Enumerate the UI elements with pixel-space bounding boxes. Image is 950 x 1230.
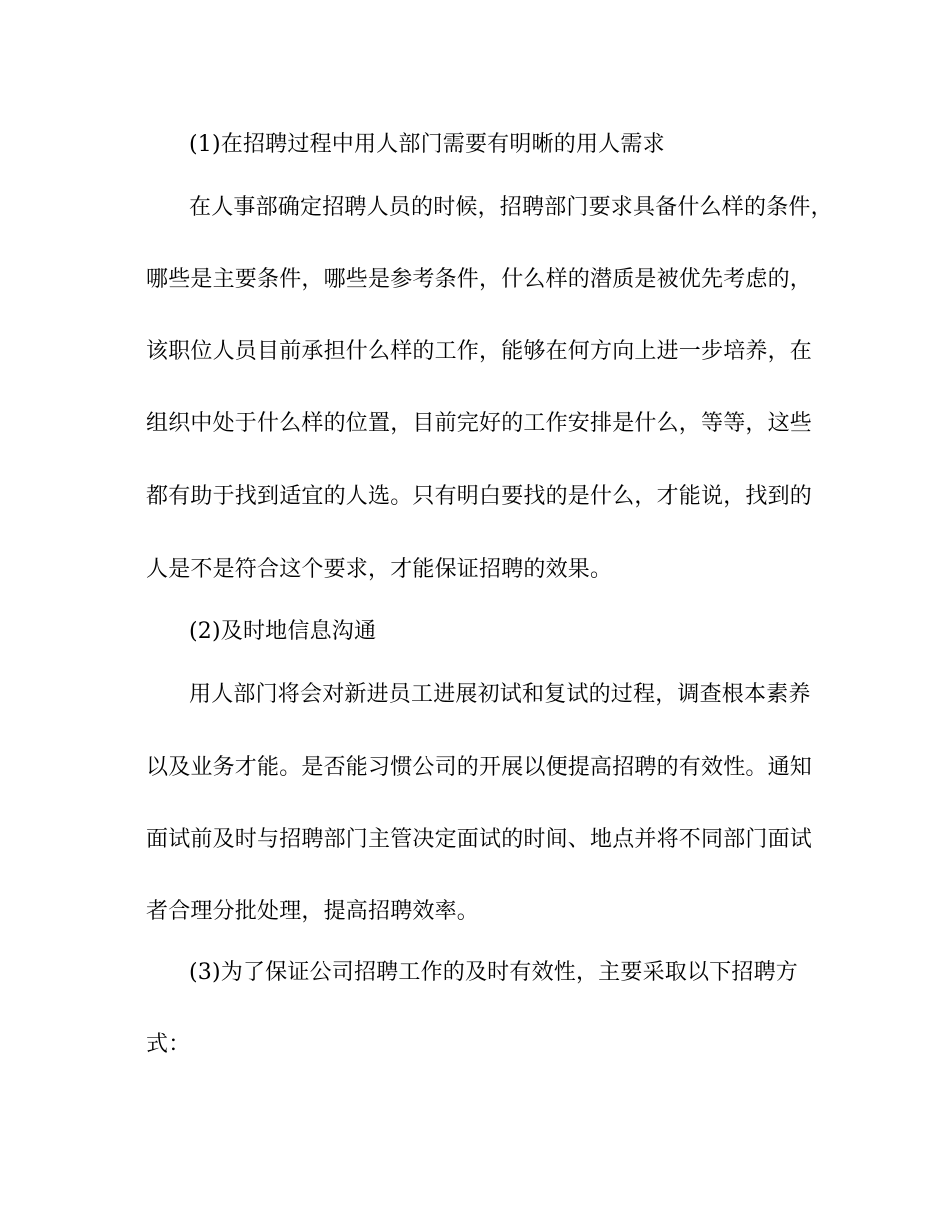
paragraph-line: 以及业务才能。是否能习惯公司的开展以便提高招聘的有效性。通知 — [146, 755, 813, 780]
paragraph-line: 式： — [146, 1032, 191, 1057]
paragraph-line: 组织中处于什么样的位置，目前完好的工作安排是什么，等等，这些 — [146, 411, 813, 436]
paragraph-line: 都有助于找到适宜的人选。只有明白要找的是什么，才能说，找到的 — [146, 484, 813, 509]
paragraph-line: 人是不是符合这个要求，才能保证招聘的效果。 — [146, 557, 613, 582]
paragraph-line: 者合理分批处理，提高招聘效率。 — [146, 899, 480, 924]
section-heading-3: (3)为了保证公司招聘工作的及时有效性，主要采取以下招聘方 — [189, 960, 798, 985]
paragraph-line: 该职位人员目前承担什么样的工作，能够在何方向上进一步培养，在 — [146, 339, 813, 364]
paragraph-line: 用人部门将会对新进员工进展初试和复试的过程，调查根本素养 — [189, 682, 811, 707]
paragraph-line: 哪些是主要条件，哪些是参考条件，什么样的潜质是被优先考虑的， — [146, 267, 813, 292]
section-heading-2: (2)及时地信息沟通 — [189, 619, 377, 644]
paragraph-line: 在人事部确定招聘人员的时候，招聘部门要求具备什么样的条件， — [189, 195, 833, 220]
section-heading-1: (1)在招聘过程中用人部门需要有明晰的用人需求 — [189, 132, 665, 157]
paragraph-line: 面试前及时与招聘部门主管决定面试的时间、地点并将不同部门面试 — [146, 827, 813, 852]
